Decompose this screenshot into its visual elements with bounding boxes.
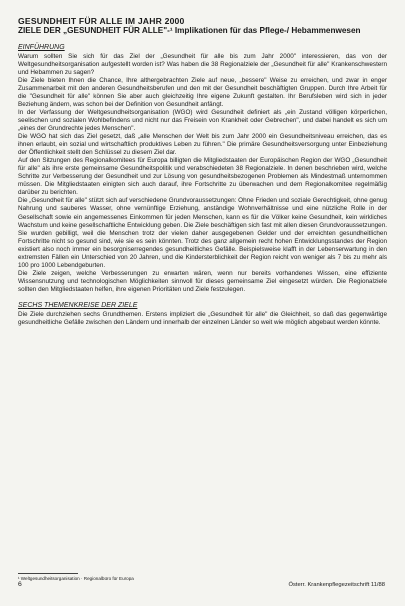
paragraph: Auf den Sitzungen des Regionalkomitees für Europa billigten die Mitgliedstaaten der Europäischen Region der WGO „Gesundheit für alle" als ihre erste gemeinsame Gesundheitspolitik und verabschiedeten 38 Regionalziele. In denen beschrieben wird, welche Schritte zur Verbesserung der Gesundheit und zur Lösung von gesundheitsbezogenen Problemen als Mindestmaß unternommen müssen. Die Mitgliedstaaten einigten sich auch darauf, ihre Fortschritte zu überwachen und dem Regionalkomitee regelmäßig darüber zu berichten. [18, 157, 387, 197]
article-title: GESUNDHEIT FÜR ALLE IM JAHR 2000 [18, 16, 185, 26]
section-heading-six-themes: SECHS THEMENKREISE DER ZIELE [18, 302, 138, 309]
journal-citation: Österr. Krankenpflegezeitschrift 11/88 [288, 582, 385, 588]
footnote-divider [18, 573, 78, 574]
article-subtitle: ZIELE DER „GESUNDHEIT FÜR ALLE"-¹ Implikationen für das Pflege-/ Hebammenwesen [18, 26, 361, 35]
footnote: ¹ Weltgesundheitsorganisation · Regionalbüro für Europa [18, 576, 134, 581]
paragraph: Die Ziele bieten Ihnen die Chance, Ihre althergebrachten Ziele auf neue, „bessere" Weise zu erreichen, und zwar in enger Zusammenarbeit mit den anderen Gesundheitsberufen und den mit der Gesundheit beschäftigten Gruppen. Durch Ihre Arbeit für die "Gesundheit für alle" können Sie aber auch gleichzeitig Ihre eigene Zukunft gestalten. Ihr Berufsleben wird sich in jeder Beziehung ändern, was schon bei der Definition von Gesundheit anfängt. [18, 76, 387, 108]
paragraph: In der Verfassung der Weltgesundheitsorganisation (WGO) wird Gesundheit definiert als „ein Zustand völligen körperlichen, seelischen und sozialen Wohlbefindens und nicht nur das Freisein von Krankheit oder Gebrechen", und dabei handelt es sich um „eines der Grundrechte jedes Menschen". [18, 108, 387, 133]
paragraph: Die Ziele zeigen, welche Verbesserungen zu erwarten wären, wenn nur bereits vorhandenes Wissen, eine effiziente Wissensnutzung und technologischen Möglichkeiten sinnvoll für dieses gemeinsame Ziel eingesetzt würden. Die Regionalziele sollten den Mitgliedstaaten helfen, ihre eigenen Prioritäten und Ziele festzulegen. [18, 269, 387, 293]
paragraph: Warum sollten Sie sich für das Ziel der „Gesundheit für alle bis zum Jahr 2000" interessieren, das von der Weltgesundheitsorganisation aufgestellt worden ist? Was haben die 38 Regionalziele der „Gesundheit für alle" Krankenschwestern und Hebammen zu sagen? [18, 52, 387, 76]
section-heading-introduction: EINFÜHRUNG [18, 43, 65, 51]
paragraph: Die „Gesundheit für alle" stützt sich auf verschiedene Grundvoraussetzungen: Ohne Frieden und soziale Gerechtigkeit, ohne genug Nahrung und sauberes Wasser, ohne vernünftige Erziehung, anständige Wohnverhältnisse und eine nützliche Rolle in der Gesellschaft sowie ein angemessenes Einkommen für jeden Menschen, kann es für die Völker keine Gesundheit, kein wirkliches Wachstum und keine gesellschaftliche Entwicklung geben. Die Ziele beschäftigen sich fast mit allen diesen Grundvoraussetzungen. Sie wurden gebilligt, weil die Menschen trotz der vielen daher ausgegebenen Gelder und der erreichten gesundheitlichen Fortschritte nicht so gesund sind, wie sie es sein könnten. Trotz des ganz allgemein recht hohen Entwicklungsstandes der Region existiert also noch immer ein besorgniserregendes gesundheitliches Gefälle. Beispielsweise klafft in der Lebenserwartung in den extremsten Fällen ein Unterschied von 20 Jahren, und die Kindersterblichkeit der Region reicht von weniger als 7 bis zu mehr als 100 pro 1000 Lebendgeburten. [18, 197, 387, 269]
page-number: 6 [18, 581, 22, 588]
paragraph: Die WGO hat sich das Ziel gesetzt, daß „alle Menschen der Welt bis zum Jahr 2000 ein Gesundheitsniveau erreichen, das es ihnen erlaubt, ein sozial und wirtschaftlich produktives Leben zu führen." Die primäre Gesundheitsversorgung unter Einbeziehung der Öffentlichkeit stellt den Schlüssel zu diesem Ziel dar. [18, 133, 387, 157]
paragraph: Die Ziele durchziehen sechs Grundthemen. Erstens impliziert die „Gesundheit für alle" die Gleichheit, so daß das gegenwärtige gesundheitliche Gefälle zwischen den Ländern und innerhalb der einzelnen Länder so weit wie möglich abgebaut werden könnte. [18, 311, 387, 327]
